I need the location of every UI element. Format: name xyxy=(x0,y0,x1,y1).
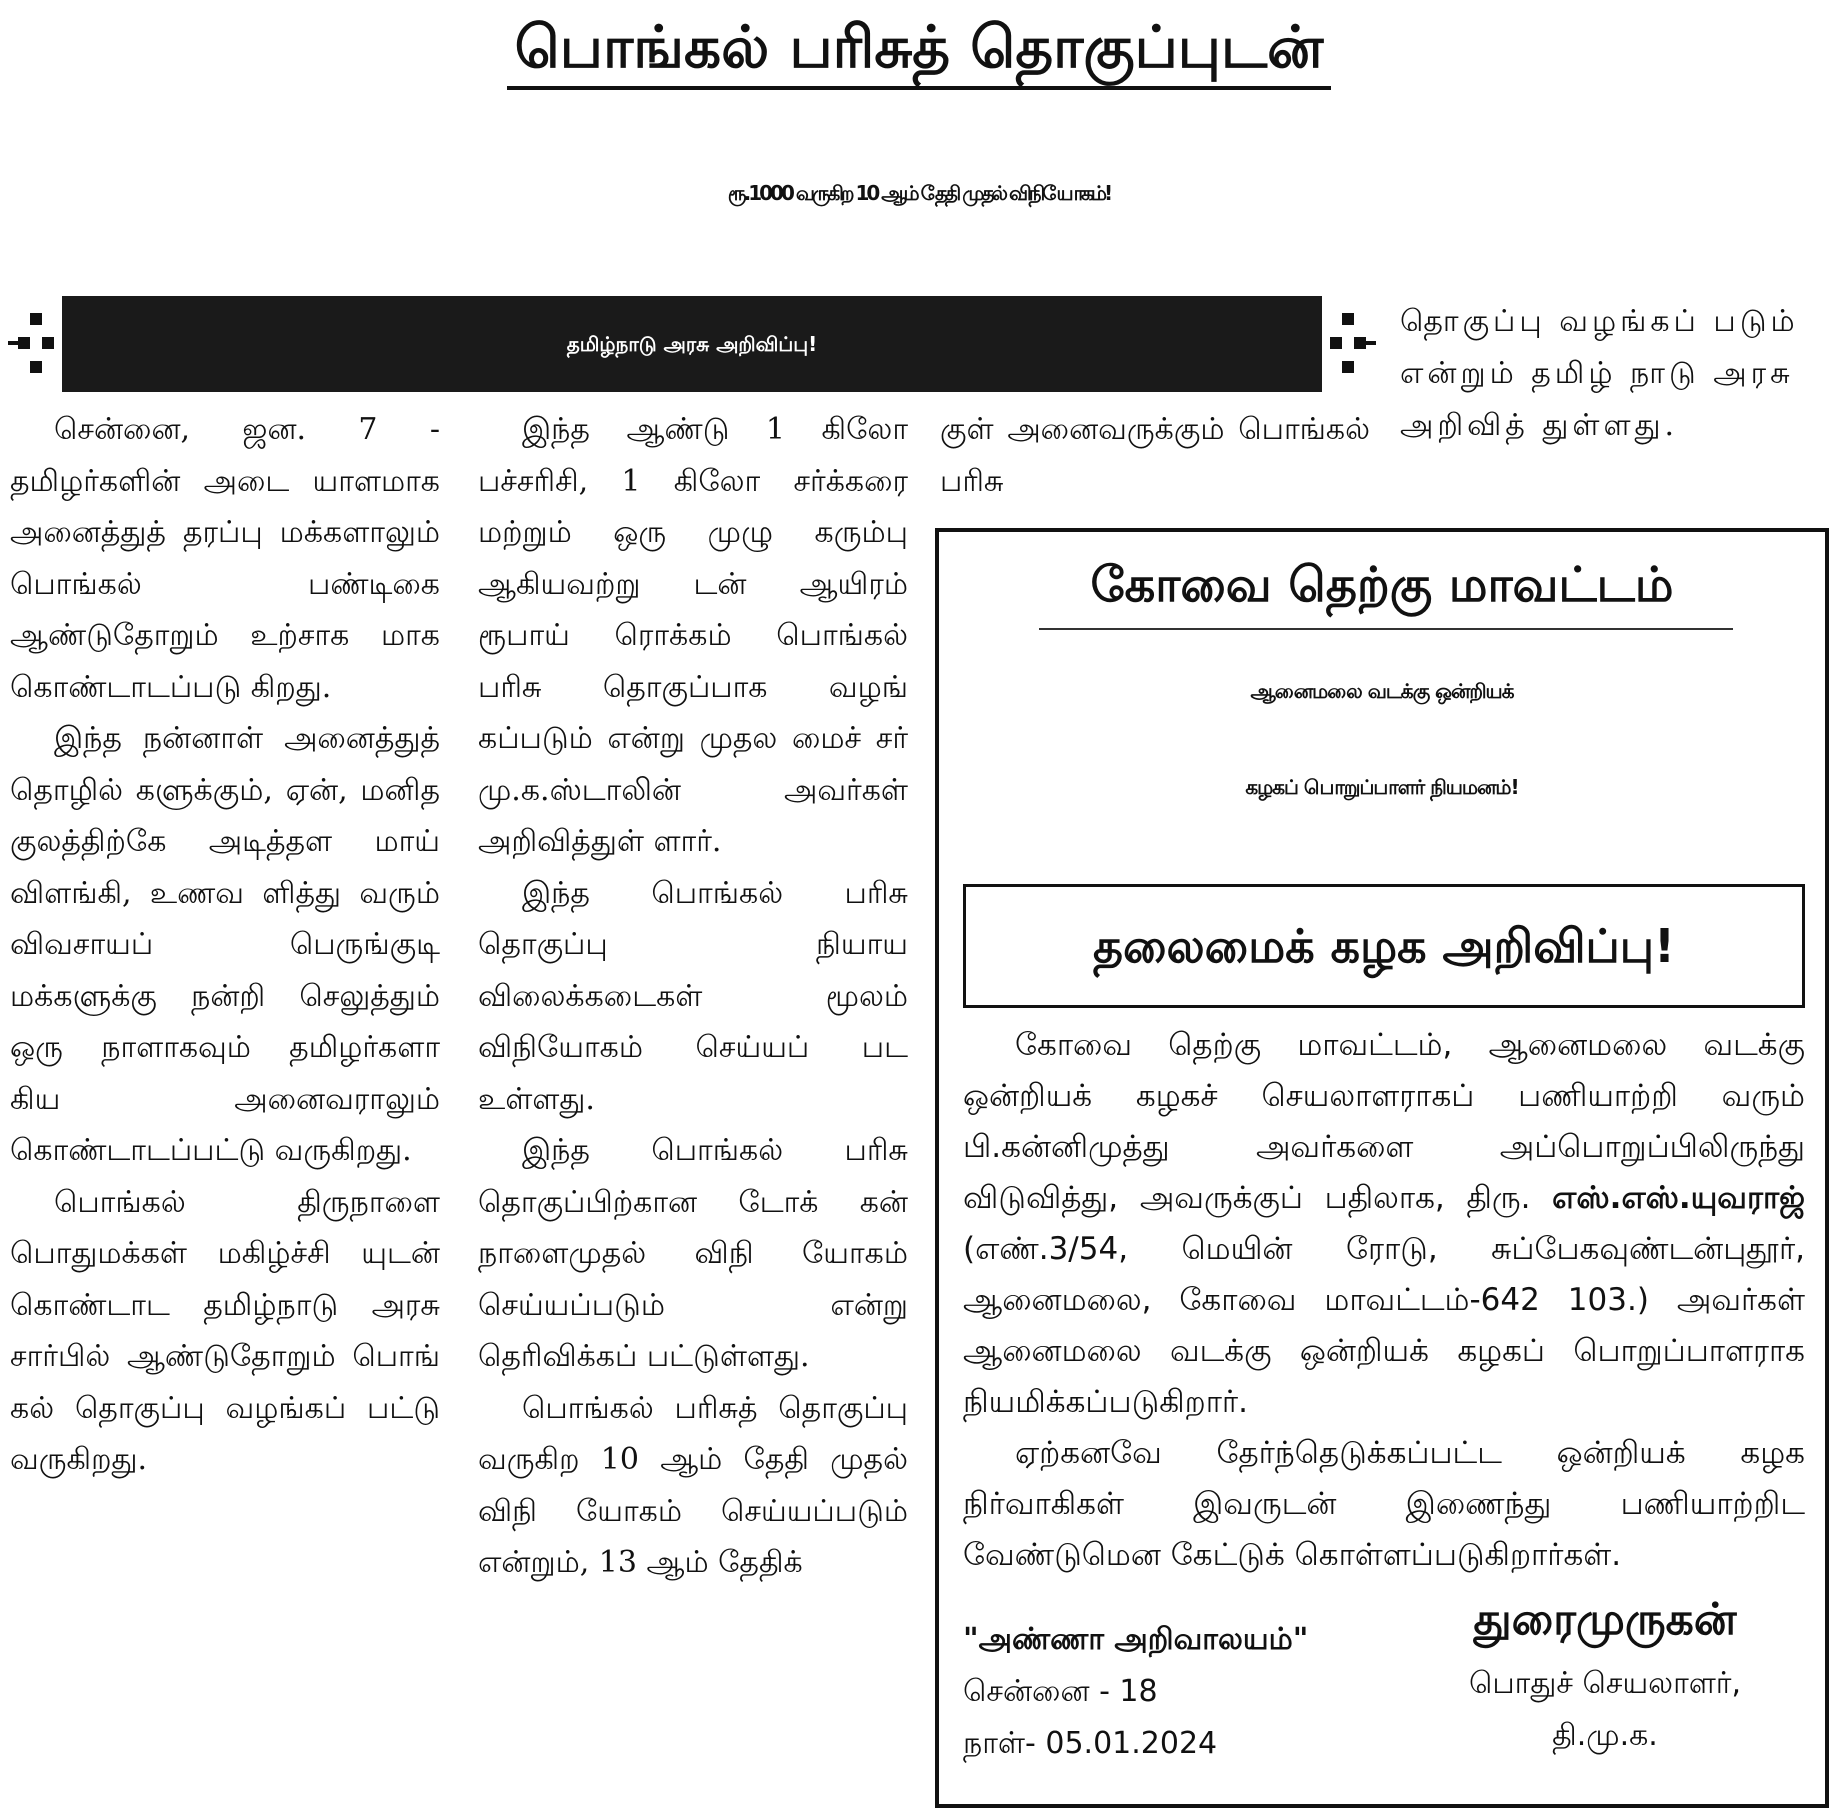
notice-headline-line2: கழகப் பொறுப்பாளர் நியமனம்! xyxy=(1245,775,1519,799)
notice-headline-line1: ஆனைமலை வடக்கு ஒன்றியக் xyxy=(1250,679,1514,703)
article-paragraph: இந்த ஆண்டு 1 கிலோ பச்சரிசி, 1 கிலோ சர்க்கரை மற்றும் ஒரு முழு கரும்பு ஆகியவற்று டன் ஆயிரம் ரூபாய் ரொக்கம் பொங்கல் பரிசு தொகுப்பாக வழங் கப்படும் என்று முதல மைச் சர் மு.க.ஸ்டாலின் அவர்கள் அறிவித்துள் ளார். xyxy=(478,412,908,859)
notice-signature xyxy=(1425,1582,1785,1762)
party-notice-box xyxy=(935,528,1829,1808)
kicker-text: பொங்கல் பரிசுத் தொகுப்புடன் xyxy=(507,8,1332,90)
section-banner: தமிழ்நாடு அரசு அறிவிப்பு! xyxy=(62,296,1322,392)
article-paragraph: இந்த பொங்கல் பரிசு தொகுப்பிற்கான டோக் கன் நாளைமுதல் விநி யோகம் செய்யப்படும் என்று தெரிவிக்கப் பட்டுள்ளது. xyxy=(478,1133,908,1374)
notice-footer-left xyxy=(963,1614,1308,1770)
notice-body xyxy=(963,1020,1805,1581)
appointee-name: எஸ்.எஸ்.யுவராஜ் xyxy=(1552,1180,1806,1216)
notice-divider xyxy=(1039,628,1733,630)
notice-subhead: தலைமைக் கழக அறிவிப்பு! xyxy=(963,884,1805,1008)
ornament-right-icon xyxy=(1326,308,1376,378)
signer-name: துரைமுருகன் xyxy=(1473,1594,1737,1645)
article-column-4 xyxy=(1400,296,1828,452)
article-paragraph: பொங்கல் திருநாளை பொதுமக்கள் மகிழ்ச்சி யுடன் கொண்டாட தமிழ்நாடு அரசு சார்பில் ஆண்டுதோறும் பொங் கல் தொகுப்பு வழங்கப் பட்டு வருகிறது. xyxy=(10,1184,440,1477)
article-column-3 xyxy=(940,404,1370,507)
article-paragraph: குள் அனைவருக்கும் பொங்கல் பரிசு xyxy=(940,412,1370,499)
ornament-left-icon xyxy=(8,308,58,378)
headline: ரூ.1000 வருகிற 10 ஆம் தேதி முதல் விநியோகம்! xyxy=(727,181,1111,205)
signer-title: பொதுச் செயலாளர், xyxy=(1468,1666,1742,1701)
article-column-2 xyxy=(478,404,908,1589)
kicker xyxy=(0,8,1838,90)
article-paragraph: இந்த நன்னாள் அனைத்துத் தொழில் களுக்கும், ஏன், மனித குலத்திற்கே அடித்தள மாய் விளங்கி, உணவ ளித்து வரும் விவசாயப் பெருங்குடி மக்களுக்கு நன்றி செலுத்தும் ஒரு நாளாகவும் தமிழர்களா கிய அனைவராலும் கொண்டாடப்பட்டு வருகிறது. xyxy=(10,721,440,1168)
footer-date: நாள்- 05.01.2024 xyxy=(963,1726,1218,1761)
article-paragraph: சென்னை, ஜன. 7 - தமிழர்களின் அடை யாளமாக அனைத்துத் தரப்பு மக்களாலும் பொங்கல் பண்டிகை ஆண்டுதோறும் உற்சாக மாக கொண்டாடப்படு கிறது. xyxy=(10,412,440,705)
notice-text: கோவை தெற்கு மாவட்டம், ஆனைமலை வடக்கு ஒன்றியக் கழகச் செயலாளராகப் பணியாற்றி வரும் பி.கன்னிமுத்து அவர்களை அப்பொறுப்பிலிருந்து விடுவித்து, அவருக்குப் பதிலாக, திரு. xyxy=(963,1027,1805,1216)
notice-paragraph xyxy=(963,1020,1805,1428)
notice-paragraph: ஏற்கனவே தேர்ந்தெடுக்கப்பட்ட ஒன்றியக் கழக நிர்வாகிகள் இவருடன் இணைந்து பணியாற்றிட வேண்டுமென கேட்டுக் கொள்ளப்படுகிறார்கள். xyxy=(963,1435,1805,1573)
footer-place: "அண்ணா அறிவாலயம்" xyxy=(963,1622,1309,1657)
article-column-1 xyxy=(10,404,440,1486)
footer-city: சென்னை - 18 xyxy=(963,1674,1158,1709)
article-paragraph: பொங்கல் பரிசுத் தொகுப்பு வருகிற 10 ஆம் தேதி முதல் விநி யோகம் செய்யப்படும் என்றும், 13 ஆம் தேதிக் xyxy=(478,1390,908,1580)
notice-district: கோவை தெற்கு மாவட்டம் xyxy=(1090,557,1674,613)
notice-text: (எண்.3/54, மெயின் ரோடு, சுப்பேகவுண்டன்புதூர், ஆனைமலை, கோவை மாவட்டம்-642 103.) அவர்கள் ஆனைமலை வடக்கு ஒன்றியக் கழகப் பொறுப்பாளராக நியமிக்கப்படுகிறார். xyxy=(963,1231,1805,1420)
signer-org: தி.மு.க. xyxy=(1552,1718,1658,1753)
article-paragraph: இந்த பொங்கல் பரிசு தொகுப்பு நியாய விலைக்கடைகள் மூலம் விநியோகம் செய்யப் பட உள்ளது. xyxy=(478,875,908,1117)
article-paragraph: தொகுப்பு வழங்கப் படும் என்றும் தமிழ் நாடு அரசு அறிவித் துள்ளது. xyxy=(1400,304,1799,443)
